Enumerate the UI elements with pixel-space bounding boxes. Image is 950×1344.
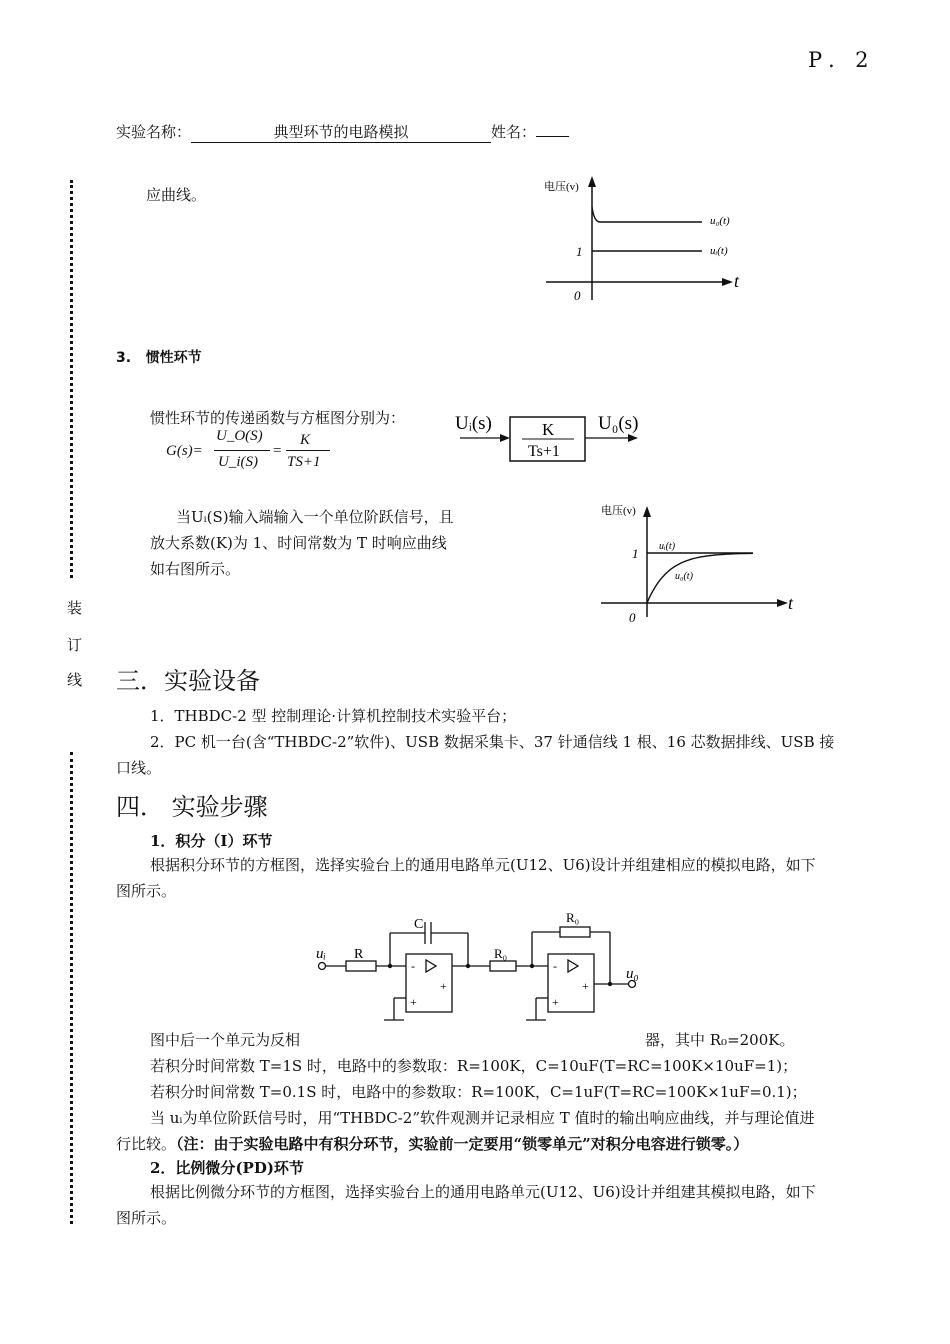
block-output: U₀(s)	[598, 413, 639, 434]
zero-label: 0	[574, 288, 581, 303]
fraction-bar-1	[214, 450, 270, 451]
page-number: P．2	[808, 48, 875, 72]
sub1-title: 1．积分（I）环节	[150, 832, 273, 850]
formula-lhs: G(s)=	[166, 443, 203, 459]
note-left: 图中后一个单元为反相	[150, 1031, 301, 1049]
t-label: t	[788, 593, 794, 613]
x-axis-arrow	[722, 278, 733, 286]
circuit-c: C	[414, 917, 424, 932]
sub2-line-2: 图所示。	[116, 1209, 177, 1227]
experiment-header	[116, 121, 569, 143]
out-arrow-head	[628, 434, 638, 442]
formula-num1: U_O(S)	[216, 428, 263, 444]
circuit-r: R	[354, 947, 364, 962]
binding-line-top	[70, 180, 73, 578]
binding-line-bottom	[70, 752, 73, 1224]
equipment-item-2: 2．PC 机一台(含“THBDC-2”软件)、USB 数据采集卡、37 针通信线 1 根、16 芯数据排线、USB 接	[150, 733, 835, 751]
section3-list	[116, 703, 886, 781]
formula-den2: TS+1	[287, 454, 321, 470]
inertia-desc-line-1: 当Uᵢ(S)输入端输入一个单位阶跃信号，且	[176, 508, 454, 526]
sub1-line-1: 根据积分环节的方框图，选择实验台上的通用电路单元(U12、U6)设计并组建相应的模拟电路，如下	[150, 856, 816, 874]
one-label: 1	[576, 244, 583, 259]
formula-den1: U_i(S)	[218, 454, 258, 470]
sub2-title: 2．比例微分(PD)环节	[150, 1159, 304, 1177]
uo-label: u₀(t)	[675, 571, 693, 582]
inertia-desc-line-2: 放大系数(K)为 1、时间常数为 T 时响应曲线	[150, 534, 447, 552]
integral-response-chart	[530, 172, 760, 307]
equipment-item-1: 1．THBDC-2 型 控制理论·计算机控制技术实验平台；	[150, 707, 517, 725]
in-arrow-head	[500, 434, 510, 442]
section4-title: 四． 实验步骤	[116, 793, 268, 821]
circuit-r0b: R₀	[566, 910, 580, 925]
inertia-intro: 惯性环节的传递函数与方框图分别为：	[150, 409, 406, 427]
x-axis-arrow	[777, 599, 788, 607]
sub2-line-1: 根据比例微分环节的方框图，选择实验台上的通用电路单元(U12、U6)设计并组建其模拟电路，如下	[150, 1183, 816, 1201]
ui-label: uᵢ(t)	[659, 541, 676, 552]
one-label: 1	[632, 546, 639, 561]
block-k: K	[542, 420, 555, 439]
formula-num2: K	[300, 432, 311, 448]
compare-text: 行比较。	[116, 1135, 177, 1153]
equipment-item-2-cont: 口线。	[116, 759, 162, 777]
inertia-desc	[150, 504, 454, 582]
ylabel: 电压(v)	[601, 505, 636, 517]
name-label: 姓名：	[491, 123, 537, 141]
fraction-bar-2	[286, 450, 330, 451]
ui-label: uᵢ(t)	[710, 245, 728, 257]
uo-label: u₀(t)	[710, 215, 730, 227]
opamp1-plus-in: +	[410, 995, 417, 1009]
block-den: Ts+1	[528, 443, 560, 460]
uo-response-curve	[647, 553, 753, 603]
zero-label: 0	[629, 610, 636, 625]
opamp2-plus-in: +	[552, 995, 559, 1009]
exp-label: 实验名称：	[116, 123, 192, 141]
inertia-heading	[116, 347, 202, 367]
opamp2-plus: +	[582, 979, 589, 993]
inertia-num: 3.	[116, 350, 132, 366]
param-line-4	[116, 1131, 748, 1157]
y-axis-arrow	[643, 506, 651, 517]
opamp1-plus: +	[440, 979, 447, 993]
block-diagram	[450, 405, 650, 467]
binding-char-2: 订	[67, 636, 83, 654]
note-right: 器，其中 R₀=200K。	[645, 1031, 795, 1049]
opamp1-minus: -	[411, 959, 415, 973]
name-value	[536, 136, 569, 137]
reset-note: （注：由于实验电路中有积分环节，实验前一定要用“锁零单元”对积分电容进行锁零。）	[176, 1135, 749, 1153]
binding-char-3: 线	[67, 671, 83, 689]
inertia-desc-line-3: 如右图所示。	[150, 560, 241, 578]
block-input: Uᵢ(s)	[455, 413, 492, 434]
integrator-circuit	[310, 908, 650, 1030]
inertia-response-chart	[595, 495, 815, 630]
sub2-text	[116, 1179, 891, 1231]
binding-char-1: 装	[67, 599, 83, 617]
param-line-3: 当 uᵢ为单位阶跃信号时，用“THBDC-2”软件观测并记录相应 T 值时的输出响应曲线，并与理论值进	[150, 1109, 815, 1127]
t-label: t	[734, 271, 740, 291]
opamp2-minus: -	[553, 959, 557, 973]
response-text: 应曲线。	[146, 186, 207, 204]
section3-title: 三．实验设备	[116, 667, 260, 695]
inertia-title: 惯性环节	[145, 350, 202, 366]
sub1-line-2: 图所示。	[116, 882, 177, 900]
formula-eq: =	[272, 443, 283, 459]
ylabel: 电压(v)	[544, 181, 579, 193]
uo-line	[592, 207, 702, 222]
circuit-ui: uᵢ	[316, 946, 326, 962]
exp-name: 典型环节的电路模拟	[191, 121, 491, 143]
circuit-uo: u₀	[626, 966, 639, 982]
sub1-text	[116, 852, 891, 904]
circuit-r0a: R₀	[494, 946, 508, 961]
y-axis-arrow	[588, 176, 596, 187]
param-line-1: 若积分时间常数 T=1S 时，电路中的参数取：R=100K，C=10uF(T=RC=100K×10uF=1)；	[150, 1057, 798, 1075]
param-line-2: 若积分时间常数 T=0.1S 时，电路中的参数取：R=100K，C=1uF(T=RC=100K×1uF=0.1)；	[150, 1083, 807, 1101]
